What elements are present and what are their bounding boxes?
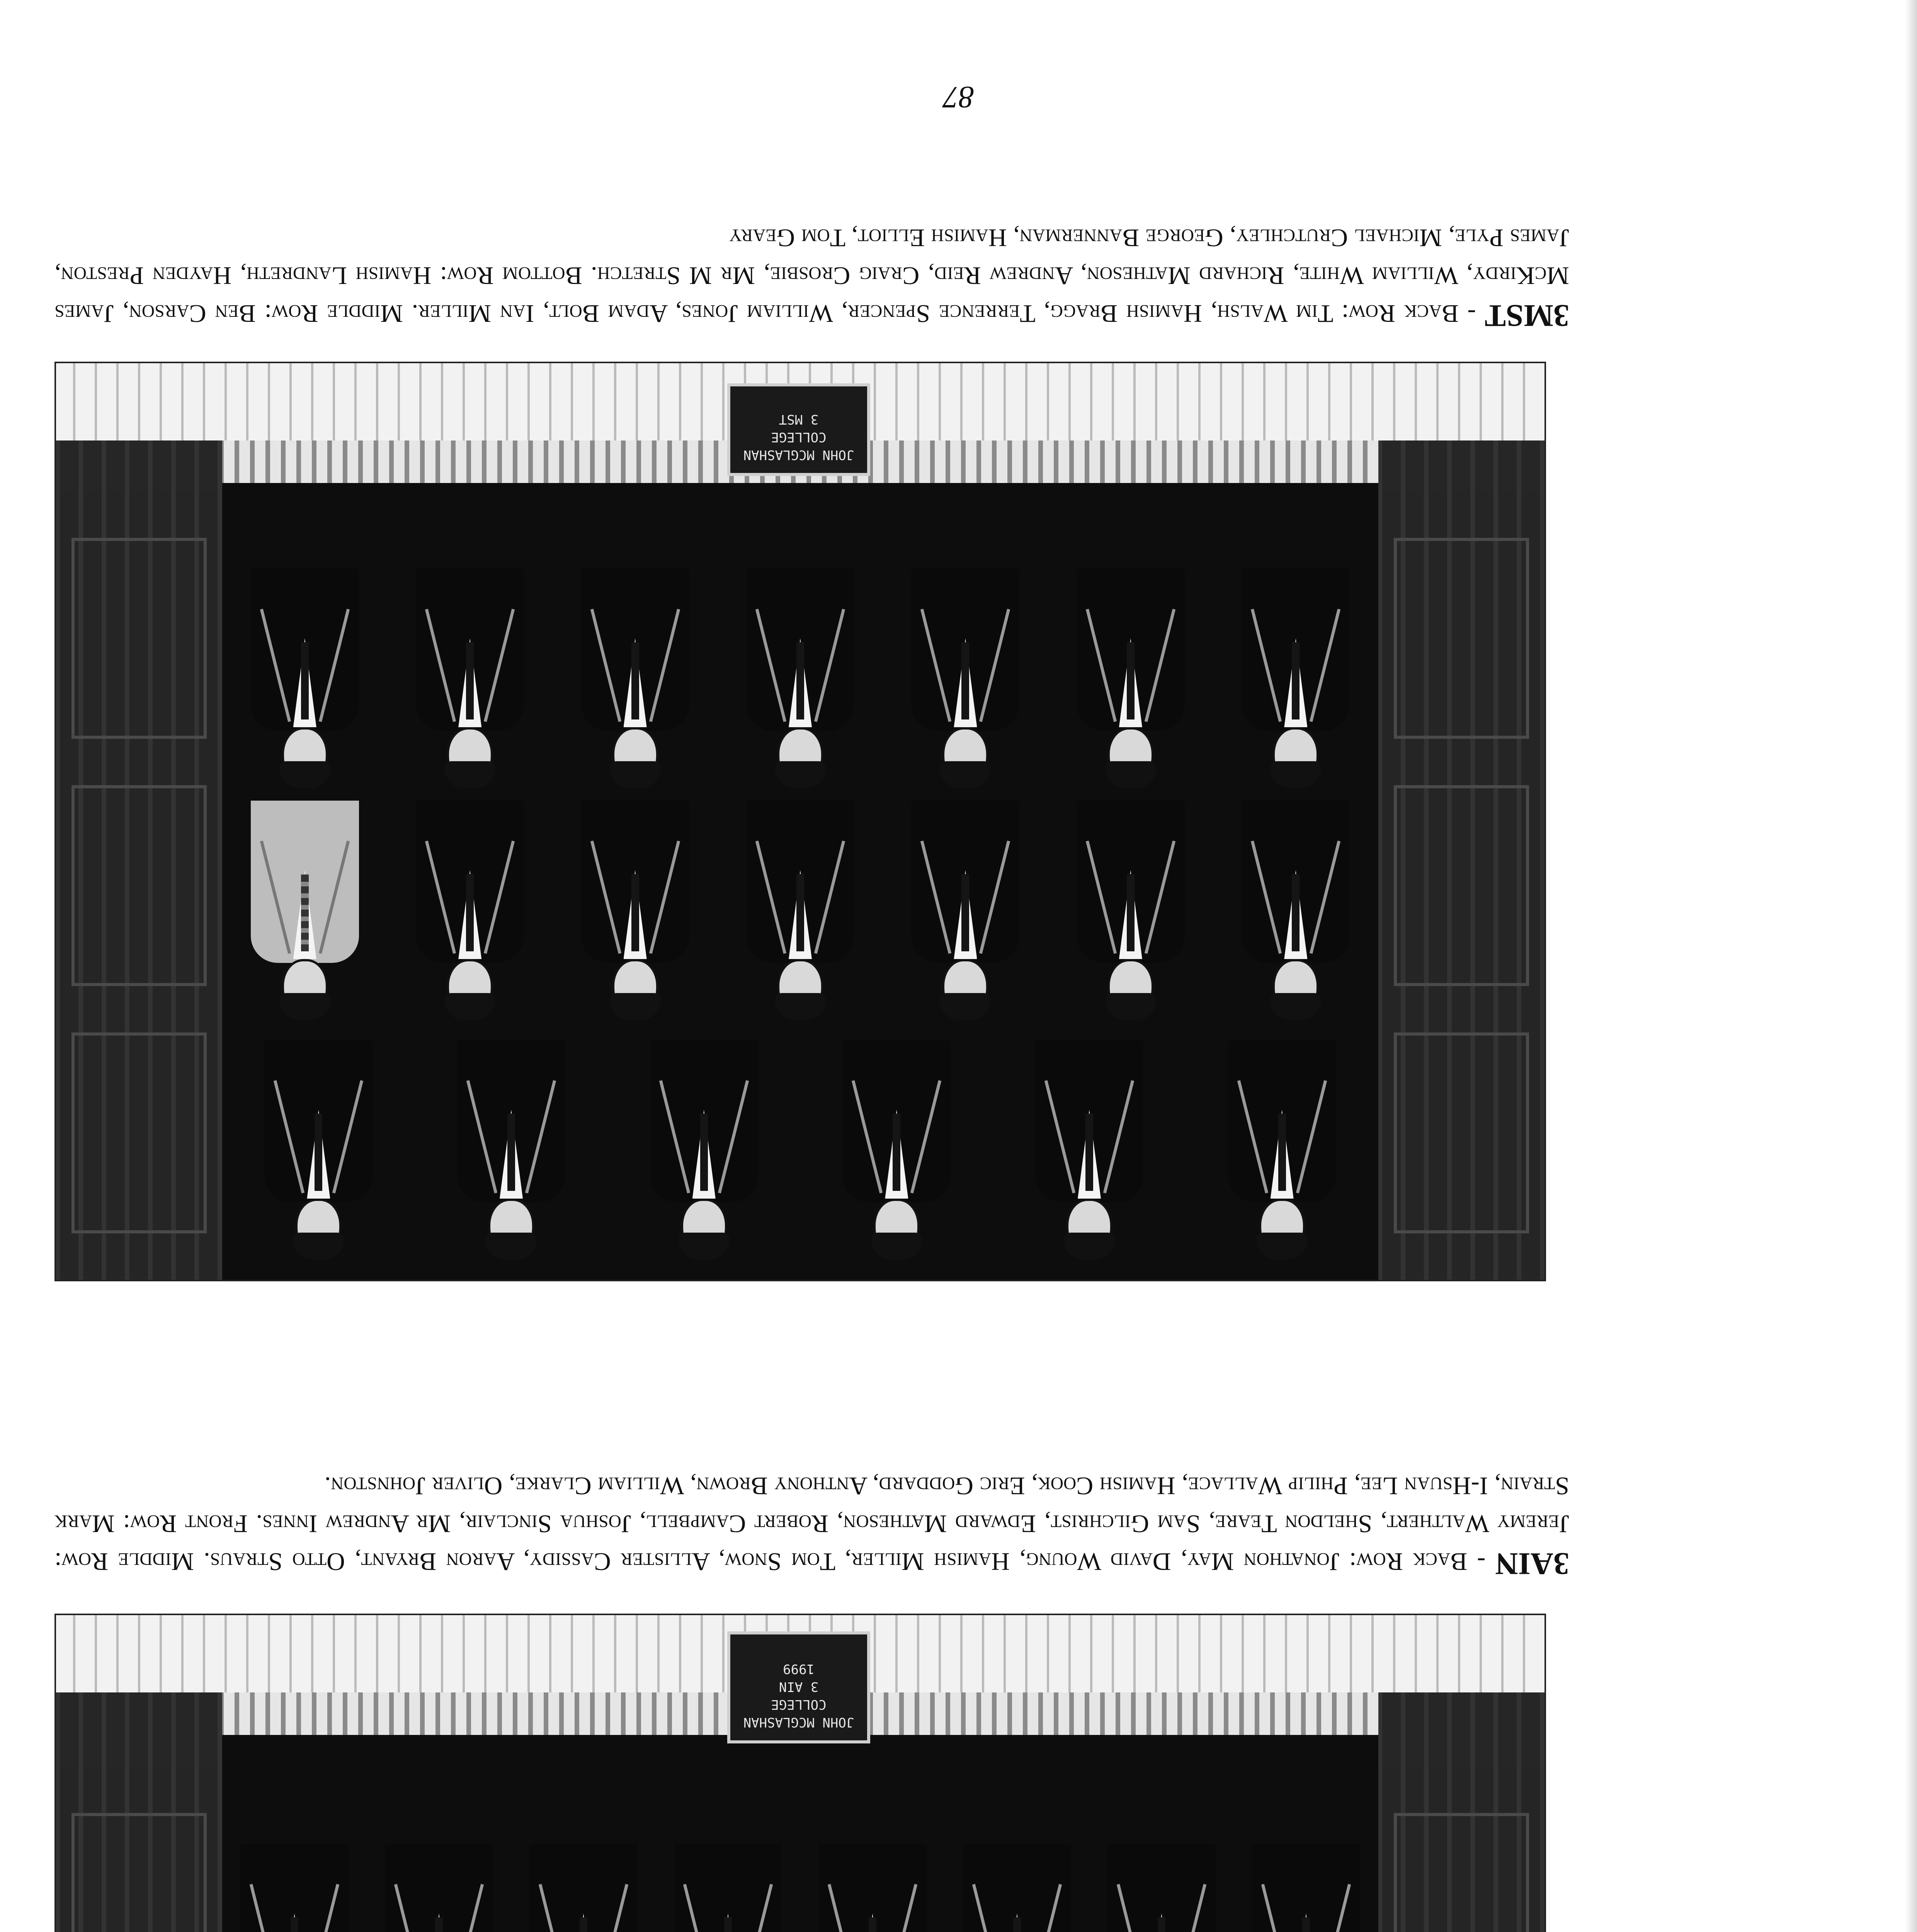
student bbox=[1238, 569, 1354, 785]
student bbox=[412, 801, 528, 1017]
bottom-row bbox=[222, 569, 1378, 785]
student bbox=[1248, 1844, 1364, 1932]
caption-names: - Back Row: Tim Walsh, Hamish Bragg, Terrence Spencer, William Jones, Adam Bolt, Ian Miller. Middle Row: Ben Carson, James McKirdy, William White, Richard Matheson, Andrew Reid, Craig Crosbie, Mr M Stretch. Bottom Row: Hamish Landreth, Hayden Preston, James Pyle, Michael Crutchley, George Bannerman, Hamish Elliot, Tom Geary bbox=[54, 224, 1569, 328]
student bbox=[412, 569, 528, 785]
wood-panel-right bbox=[56, 363, 222, 1280]
panel-frame bbox=[71, 785, 207, 986]
student bbox=[236, 1844, 352, 1932]
scan-edge-shadow bbox=[1905, 0, 1917, 1932]
class-photo-3mst bbox=[54, 362, 1546, 1281]
panel-frame bbox=[71, 538, 207, 739]
panel-frame bbox=[71, 1032, 207, 1233]
panel-frame bbox=[1394, 538, 1529, 739]
student bbox=[453, 1040, 569, 1257]
student bbox=[742, 569, 858, 785]
panel-frame bbox=[1394, 1813, 1529, 1932]
student bbox=[839, 1040, 954, 1257]
class-sign: JOHN MCGLASHAN COLLEGE 3 MST bbox=[727, 383, 870, 476]
student bbox=[742, 801, 858, 1017]
back-row bbox=[222, 1040, 1378, 1257]
page-number: 87 bbox=[943, 80, 974, 114]
student bbox=[247, 569, 363, 785]
caption-3mst bbox=[54, 219, 1569, 335]
panel-frame bbox=[1394, 1032, 1529, 1233]
student bbox=[907, 801, 1023, 1017]
panel-frame bbox=[71, 1813, 207, 1932]
student bbox=[646, 1040, 762, 1257]
student bbox=[577, 569, 693, 785]
teacher bbox=[247, 801, 363, 1017]
class-sign: JOHN MCGLASHAN COLLEGE 3 AIN 1999 bbox=[727, 1631, 870, 1743]
student bbox=[1104, 1844, 1220, 1932]
student bbox=[1073, 801, 1189, 1017]
student bbox=[670, 1844, 786, 1932]
student bbox=[381, 1844, 497, 1932]
student bbox=[1073, 569, 1189, 785]
front-row bbox=[222, 1844, 1378, 1932]
caption-3ain bbox=[54, 1467, 1569, 1583]
student bbox=[1031, 1040, 1147, 1257]
panel-frame bbox=[1394, 785, 1529, 986]
student bbox=[907, 569, 1023, 785]
wood-panel-left bbox=[1378, 363, 1544, 1280]
form-title: 3AIN bbox=[1495, 1546, 1569, 1582]
class-photo-3ain bbox=[54, 1614, 1546, 1932]
student bbox=[1224, 1040, 1340, 1257]
caption-names: - Back Row: Jonathon May, David Woung, Hamish Miller, Tom Snow, Allister Cassidy, Aaron Bryant, Otto Straus. Middle Row: Jeremy Walthert, Sheldon Teare, Sam Gilchrist, Edward Matheson, Robert Campbell, Joshua Sinclair, Mr Andrew Innes. Front Row: Mark Strain, I-Hsuan Lee, Philip Wallace, Hamish Cook, Eric Goddard, Anthony Brown, William Clarke, Oliver Johnston. bbox=[54, 1472, 1569, 1576]
student bbox=[1238, 801, 1354, 1017]
student bbox=[260, 1040, 376, 1257]
student bbox=[815, 1844, 930, 1932]
student bbox=[577, 801, 693, 1017]
student bbox=[526, 1844, 641, 1932]
student bbox=[959, 1844, 1075, 1932]
form-title: 3MST bbox=[1485, 298, 1569, 333]
middle-row bbox=[222, 801, 1378, 1017]
